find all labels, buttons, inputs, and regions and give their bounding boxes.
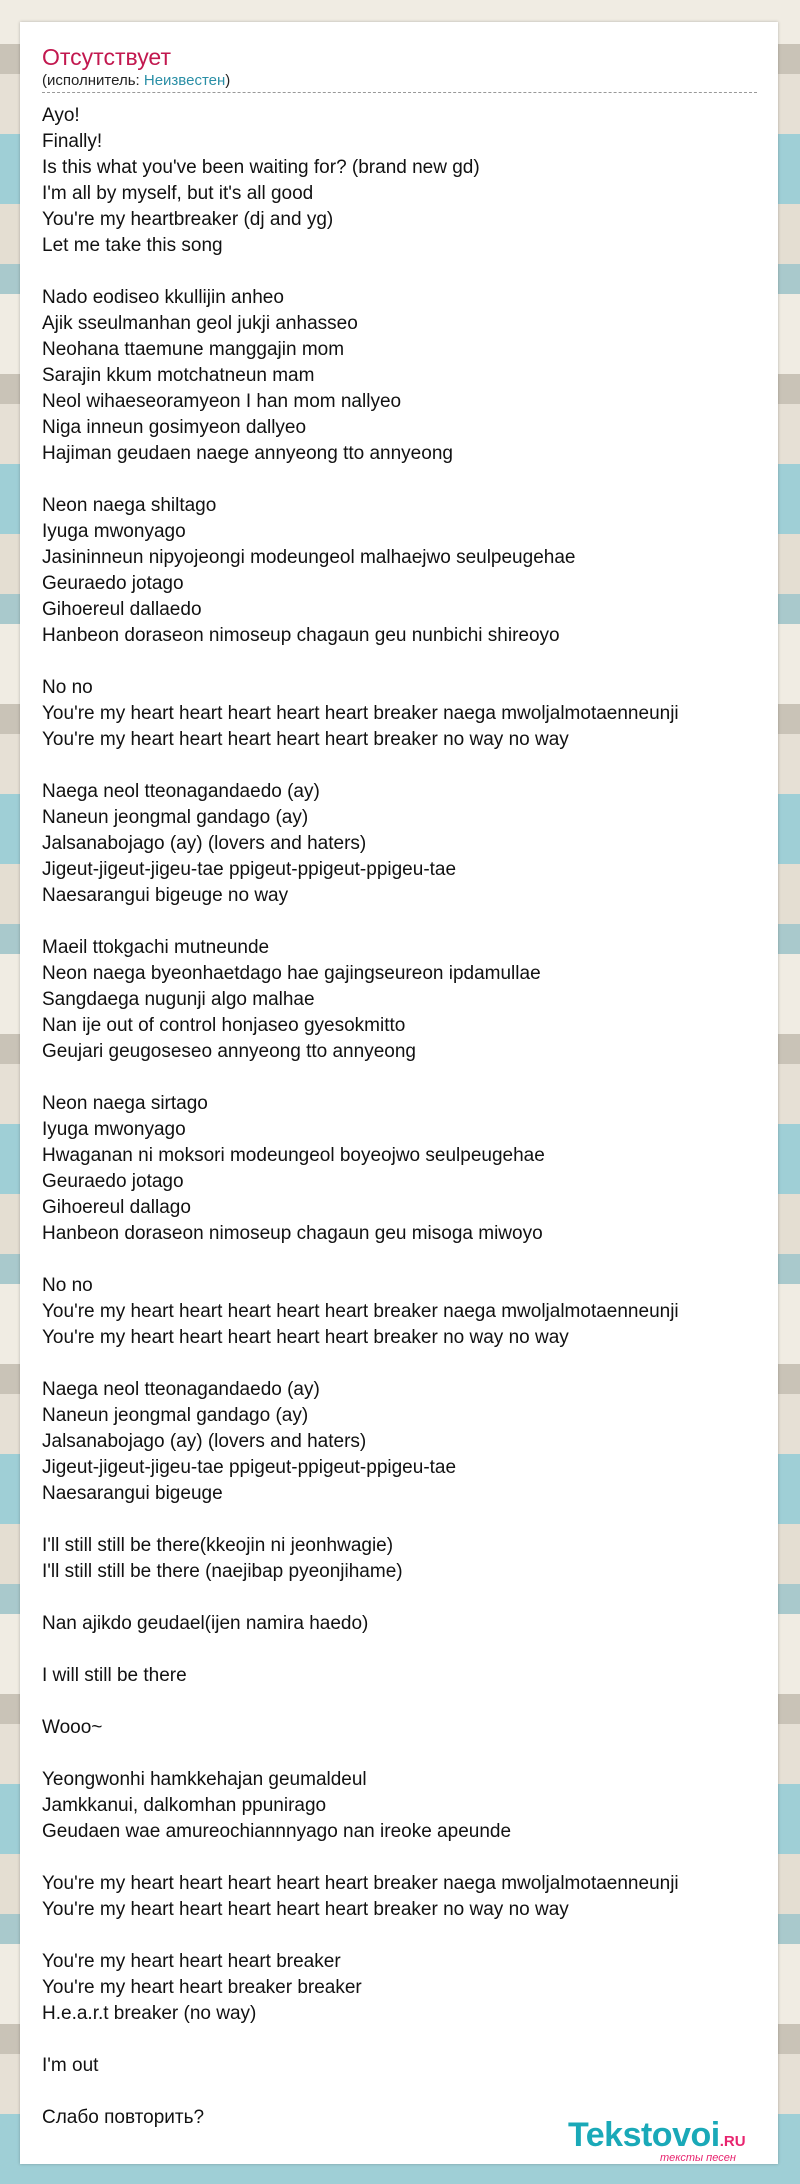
lyric-blank-line: [42, 1845, 762, 1871]
header-divider: [42, 92, 757, 93]
lyric-blank-line: [42, 2027, 762, 2053]
logo-tagline: тексты песен: [660, 2152, 736, 2164]
lyric-line: Geudaen wae amureochiannnyago nan ireoke apeunde: [42, 1821, 512, 1842]
lyric-blank-line: [42, 649, 762, 675]
lyric-line: Geuraedo jotago: [42, 1171, 184, 1192]
lyric-line: Maeil ttokgachi mutneunde: [42, 937, 270, 958]
lyric-blank-line: [42, 259, 762, 285]
lyric-line: Jalsanabojago (ay) (lovers and haters): [42, 1431, 367, 1452]
artist-link[interactable]: Неизвестен: [143, 72, 226, 89]
lyric-line: Ajik sseulmanhan geol jukji anhasseo: [42, 313, 358, 334]
artist-prefix: (исполнитель:: [42, 72, 144, 89]
lyric-line: Gihoereul dallago: [42, 1197, 191, 1218]
lyric-line: Hanbeon doraseon nimoseup chagaun geu nunbichi shireoyo: [42, 625, 560, 646]
lyric-blank-line: [42, 1507, 762, 1533]
lyric-blank-line: [42, 909, 762, 935]
lyric-line: You're my heart heart heart heart heart breaker naega mwoljalmotaenneunji: [42, 703, 679, 724]
lyric-line: You're my heart heart heart heart heart breaker naega mwoljalmotaenneunji: [42, 1873, 679, 1894]
logo-name: Tekstovoi: [568, 2116, 720, 2154]
lyric-line: You're my heart heart heart heart heart breaker naega mwoljalmotaenneunji: [42, 1301, 679, 1322]
lyric-line: Yeongwonhi hamkkehajan geumaldeul: [42, 1769, 367, 1790]
lyrics-text: [42, 103, 762, 2131]
lyric-line: Iyuga mwonyago: [42, 521, 186, 542]
lyric-line: You're my heart heart breaker breaker: [42, 1977, 362, 1998]
lyric-line: You're my heart heart heart heart heart breaker no way no way: [42, 1899, 569, 1920]
song-title: Отсутствует: [42, 44, 171, 70]
lyric-line: I will still be there: [42, 1665, 187, 1686]
lyric-line: Слабо повторить?: [42, 2107, 205, 2128]
lyric-line: Neon naega byeonhaetdago hae gajingseureon ipdamullae: [42, 963, 541, 984]
lyric-line: Geuraedo jotago: [42, 573, 184, 594]
lyric-line: Wooo~: [42, 1717, 103, 1738]
lyric-blank-line: [42, 2079, 762, 2105]
lyric-blank-line: [42, 1065, 762, 1091]
artist-line: [42, 72, 757, 90]
lyric-line: No no: [42, 1275, 93, 1296]
lyric-blank-line: [42, 1351, 762, 1377]
lyric-line: You're my heartbreaker (dj and yg): [42, 209, 334, 230]
lyric-line: Neohana ttaemune manggajin mom: [42, 339, 345, 360]
song-header: [42, 42, 757, 90]
lyric-line: Hwaganan ni moksori modeungeol boyeojwo seulpeugehae: [42, 1145, 545, 1166]
lyric-line: Naega neol tteonagandaedo (ay): [42, 781, 320, 802]
lyrics-card: [20, 22, 778, 2164]
lyric-line: Neol wihaeseoramyeon I han mom nallyeo: [42, 391, 402, 412]
lyric-blank-line: [42, 1741, 762, 1767]
lyric-line: You're my heart heart heart heart heart breaker no way no way: [42, 729, 569, 750]
lyric-line: Jasininneun nipyojeongi modeungeol malhaejwo seulpeugehae: [42, 547, 576, 568]
lyric-line: Neon naega sirtago: [42, 1093, 208, 1114]
lyric-line: Nan ajikdo geudael(ijen namira haedo): [42, 1613, 369, 1634]
lyric-line: Naega neol tteonagandaedo (ay): [42, 1379, 320, 1400]
lyric-line: H.e.a.r.t breaker (no way): [42, 2003, 257, 2024]
lyric-line: I'll still still be there(kkeojin ni jeonhwagie): [42, 1535, 394, 1556]
lyric-line: Neon naega shiltago: [42, 495, 217, 516]
lyric-blank-line: [42, 467, 762, 493]
lyric-line: I'm all by myself, but it's all good: [42, 183, 314, 204]
lyric-line: Gihoereul dallaedo: [42, 599, 202, 620]
lyric-line: Jalsanabojago (ay) (lovers and haters): [42, 833, 367, 854]
lyric-line: Naesarangui bigeuge: [42, 1483, 223, 1504]
lyric-line: Hajiman geudaen naege annyeong tto annyeong: [42, 443, 453, 464]
lyric-line: Finally!: [42, 131, 103, 152]
lyric-line: Nan ije out of control honjaseo gyesokmitto: [42, 1015, 406, 1036]
lyric-line: Sangdaega nugunji algo malhae: [42, 989, 315, 1010]
lyric-blank-line: [42, 1585, 762, 1611]
logo-tld: .RU: [719, 2133, 746, 2150]
lyric-line: Let me take this song: [42, 235, 223, 256]
lyric-line: Iyuga mwonyago: [42, 1119, 186, 1140]
lyric-blank-line: [42, 1689, 762, 1715]
lyric-line: Jigeut-jigeut-jigeu-tae ppigeut-ppigeut-ppigeu-tae: [42, 859, 457, 880]
lyric-line: Nado eodiseo kkullijin anheo: [42, 287, 284, 308]
lyric-line: Naesarangui bigeuge no way: [42, 885, 289, 906]
lyric-line: You're my heart heart heart heart heart breaker no way no way: [42, 1327, 569, 1348]
lyric-line: You're my heart heart heart breaker: [42, 1951, 341, 1972]
lyric-blank-line: [42, 1637, 762, 1663]
lyric-line: Niga inneun gosimyeon dallyeo: [42, 417, 307, 438]
lyric-line: Naneun jeongmal gandago (ay): [42, 1405, 309, 1426]
lyric-line: I'm out: [42, 2055, 99, 2076]
lyric-line: No no: [42, 677, 93, 698]
lyric-blank-line: [42, 1247, 762, 1273]
lyric-line: Is this what you've been waiting for? (brand new gd): [42, 157, 480, 178]
lyric-line: Sarajin kkum motchatneun mam: [42, 365, 315, 386]
lyric-line: Naneun jeongmal gandago (ay): [42, 807, 309, 828]
lyric-line: I'll still still be there (naejibap pyeonjihame): [42, 1561, 403, 1582]
lyric-line: Ayo!: [42, 105, 80, 126]
lyric-line: Hanbeon doraseon nimoseup chagaun geu misoga miwoyo: [42, 1223, 543, 1244]
lyric-blank-line: [42, 1923, 762, 1949]
lyric-line: Jamkkanui, dalkomhan ppunirago: [42, 1795, 327, 1816]
lyric-line: Jigeut-jigeut-jigeu-tae ppigeut-ppigeut-ppigeu-tae: [42, 1457, 457, 1478]
artist-suffix: ): [225, 72, 231, 89]
lyric-blank-line: [42, 753, 762, 779]
lyric-line: Geujari geugoseseo annyeong tto annyeong: [42, 1041, 416, 1062]
